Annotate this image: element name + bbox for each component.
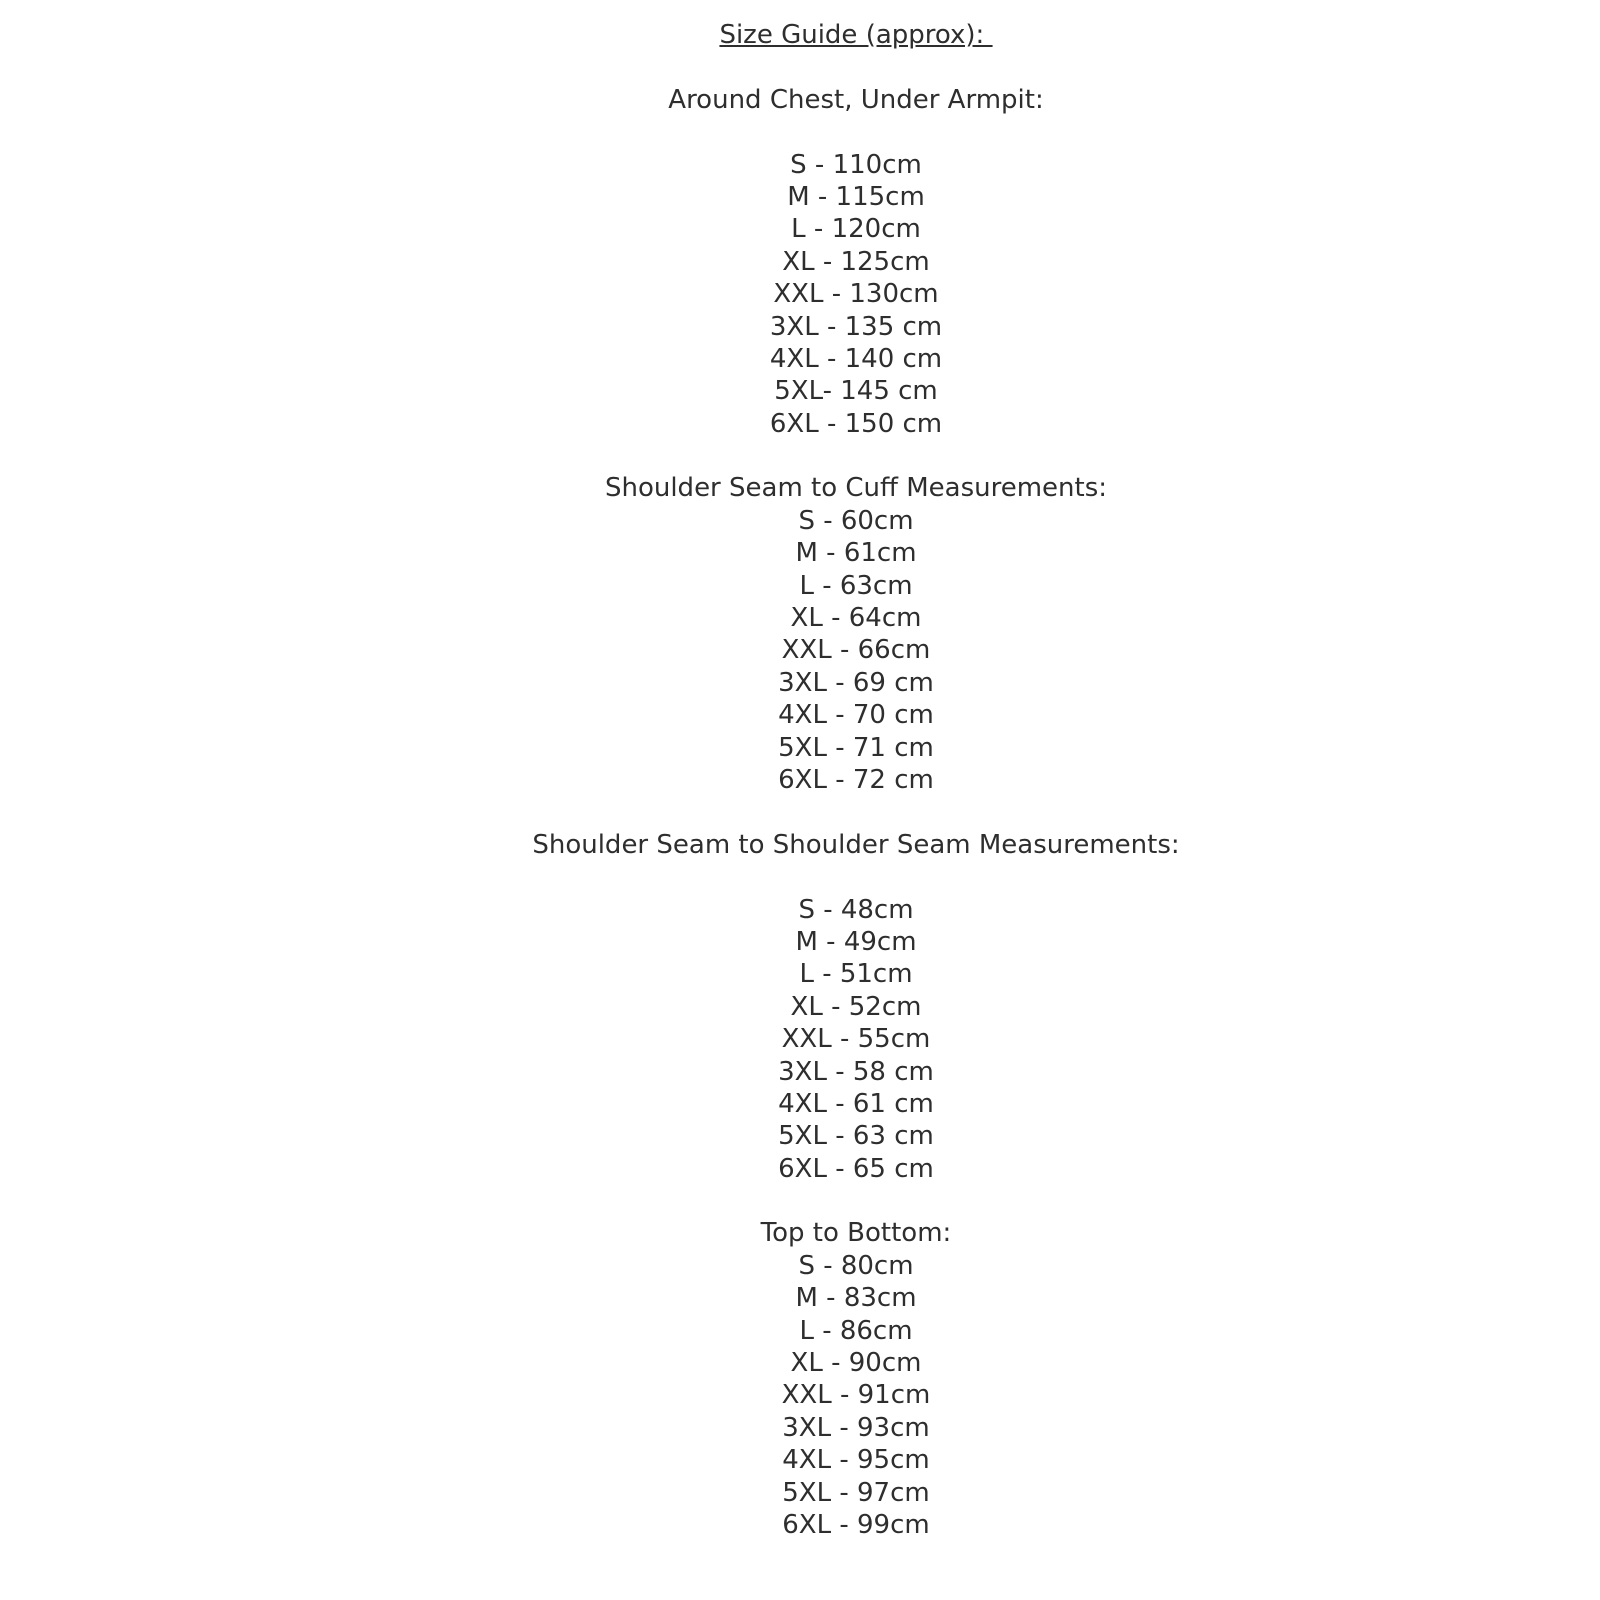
page-title-line bbox=[112, 19, 1600, 51]
size-row: XXL - 66cm bbox=[781, 635, 931, 666]
size-row: 5XL - 71 cm bbox=[778, 732, 934, 763]
size-row: 3XL - 58 cm bbox=[778, 1056, 934, 1087]
size-row: 4XL - 95cm bbox=[782, 1445, 930, 1476]
size-row: L - 51cm bbox=[799, 959, 913, 990]
size-row: XL - 52cm bbox=[790, 991, 922, 1022]
size-row: M - 49cm bbox=[795, 926, 917, 957]
size-row: 3XL - 93cm bbox=[782, 1412, 930, 1443]
size-row: XL - 125cm bbox=[782, 246, 930, 277]
size-row: 5XL - 97cm bbox=[782, 1477, 930, 1508]
section-heading-cuff: Shoulder Seam to Cuff Measurements: bbox=[604, 473, 1108, 504]
size-row: 4XL - 61 cm bbox=[778, 1088, 934, 1119]
size-row: 3XL - 135 cm bbox=[769, 311, 943, 342]
spacer bbox=[112, 51, 1600, 83]
size-row: M - 115cm bbox=[787, 181, 925, 212]
spacer bbox=[112, 440, 1600, 472]
size-row: XXL - 91cm bbox=[781, 1380, 931, 1411]
size-row: XL - 90cm bbox=[790, 1348, 922, 1379]
size-row: L - 63cm bbox=[799, 570, 913, 601]
size-row: 4XL - 70 cm bbox=[778, 700, 934, 731]
size-row: 6XL - 99cm bbox=[782, 1509, 930, 1540]
size-row: 4XL - 140 cm bbox=[769, 343, 943, 374]
section-heading-length: Top to Bottom: bbox=[760, 1218, 952, 1249]
spacer bbox=[112, 116, 1600, 148]
size-row: XXL - 130cm bbox=[773, 279, 939, 310]
size-row: 6XL - 150 cm bbox=[769, 408, 943, 439]
size-row: XXL - 55cm bbox=[781, 1024, 931, 1055]
spacer bbox=[112, 796, 1600, 828]
size-row: L - 120cm bbox=[791, 214, 921, 245]
section-heading-shoulder: Shoulder Seam to Shoulder Seam Measurements: bbox=[532, 829, 1180, 860]
size-row: M - 61cm bbox=[795, 538, 917, 569]
size-row: 6XL - 72 cm bbox=[778, 764, 934, 795]
size-row: S - 80cm bbox=[798, 1250, 914, 1281]
size-row: S - 48cm bbox=[798, 894, 914, 925]
size-row: M - 83cm bbox=[795, 1283, 917, 1314]
section-heading-chest: Around Chest, Under Armpit: bbox=[668, 84, 1044, 115]
size-row: S - 60cm bbox=[798, 505, 914, 536]
spacer bbox=[112, 861, 1600, 893]
spacer bbox=[112, 1185, 1600, 1217]
size-row: L - 86cm bbox=[799, 1315, 913, 1346]
size-row: 5XL - 63 cm bbox=[778, 1121, 934, 1152]
size-row: 3XL - 69 cm bbox=[778, 667, 934, 698]
size-row: S - 110cm bbox=[790, 149, 922, 180]
page-title: Size Guide (approx): bbox=[719, 20, 993, 50]
size-row: 5XL- 145 cm bbox=[774, 376, 938, 407]
size-row: XL - 64cm bbox=[790, 603, 922, 634]
size-row: 6XL - 65 cm bbox=[778, 1153, 934, 1184]
